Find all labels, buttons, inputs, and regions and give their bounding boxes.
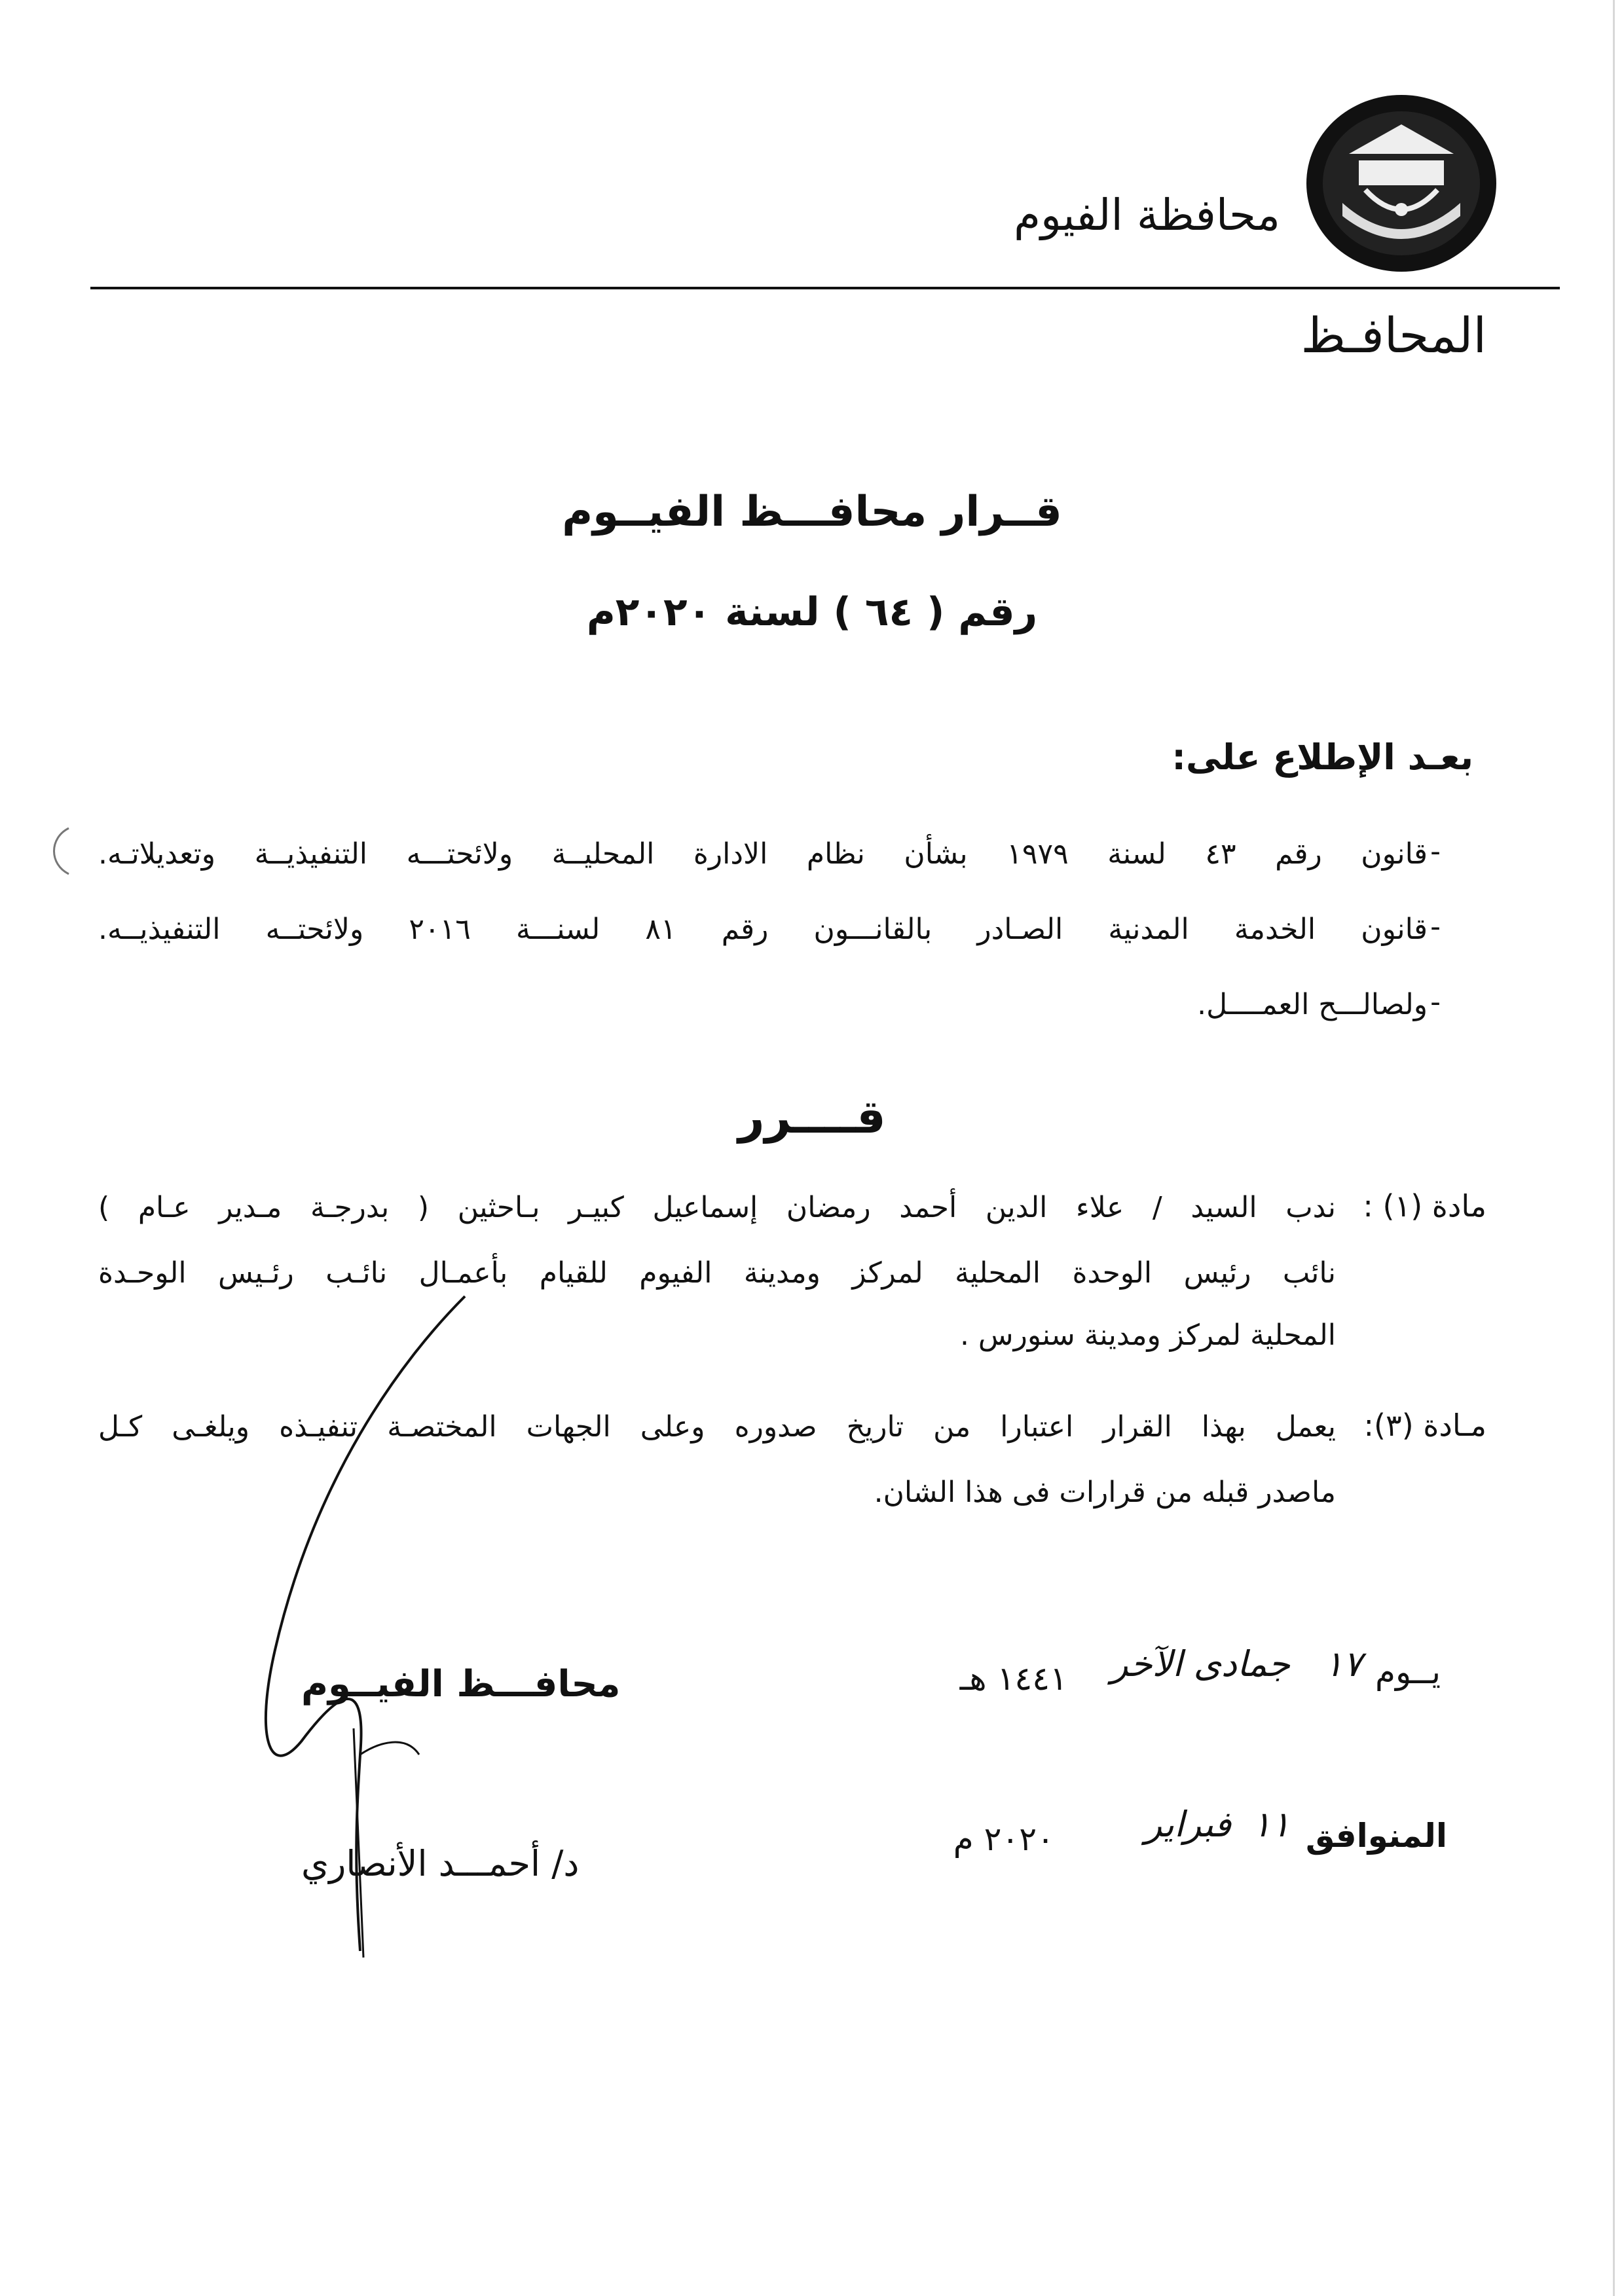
preamble-item: قانون رقم ٤٣ لسنة ١٩٧٩ بشأن نظام الادارة المحليــة ولائحتـــه التنفيذيــة وتعديلاتـه. [98,837,1428,871]
bullet-marker: - [1430,910,1441,943]
scan-margin-line [1613,0,1615,2296]
greg-month: فبراير [1145,1804,1231,1845]
preamble-item: ولصالـــح العمــــل. [1197,988,1428,1021]
hijri-year: ١٤٤١ هـ [959,1660,1067,1698]
signer-title: محافـــظ الفيــوم [301,1663,621,1705]
preamble-heading: بعـد الإطلاع على: [1172,737,1473,778]
preamble-item: قانون الخدمة المدنية الصـادر بالقانـــون رقم ٨١ لسنـــة ٢٠١٦ ولائحتــه التنفيذيــه. [98,913,1428,946]
day-label: يــوم [1375,1653,1441,1691]
scan-mark [46,825,72,877]
bullet-marker: - [1430,985,1441,1019]
greg-year: ٢٠٢٠ م [953,1820,1054,1858]
article-line: ندب السيد / علاء الدين أحمد رمضان إسماعيل كبيـر بـاحثين ( بدرجـة مـدير عـام ) [98,1191,1336,1224]
signer-name: د/ أحمـــد الأنصاري [301,1843,580,1884]
article-label: مادة (١) : [1363,1188,1486,1224]
article-line: نائب رئيس الوحدة المحلية لمركز ومدينة الفيوم للقيام بأعمـال نائـب رئـيس الوحـدة [98,1256,1336,1290]
handwritten-signature [249,1283,524,1964]
bullet-marker: - [1430,835,1441,868]
header-divider [90,287,1560,289]
article-line: ماصدر قبله من قرارات فى هذا الشان. [874,1476,1336,1509]
governorate-name: محافظة الفيوم [1014,190,1280,240]
hijri-day: ١٧ [1323,1643,1362,1685]
office-title: المحافـظ [1301,308,1486,364]
article-label: مـادة (٣): [1363,1408,1486,1443]
decree-number: رقم ( ٦٤ ) لسنة ٢٠٢٠م [586,589,1038,635]
decision-heading: قــــرر [738,1090,886,1144]
hijri-month: جمادى الآخر [1111,1643,1290,1685]
governorate-seal-icon [1303,92,1500,275]
decree-title: قــرار محافـــظ الفيــوم [562,488,1062,536]
article-line: المحلية لمركز ومدينة سنورس . [959,1319,1336,1352]
greg-day: ١١ [1251,1804,1290,1845]
article-line: يعمل بهذا القرار اعتبارا من تاريخ صدوره وعلى الجهات المختصـة تنفيـذه ويلغـى كـل [98,1410,1336,1444]
equivalent-label: المنوافق [1305,1817,1447,1855]
